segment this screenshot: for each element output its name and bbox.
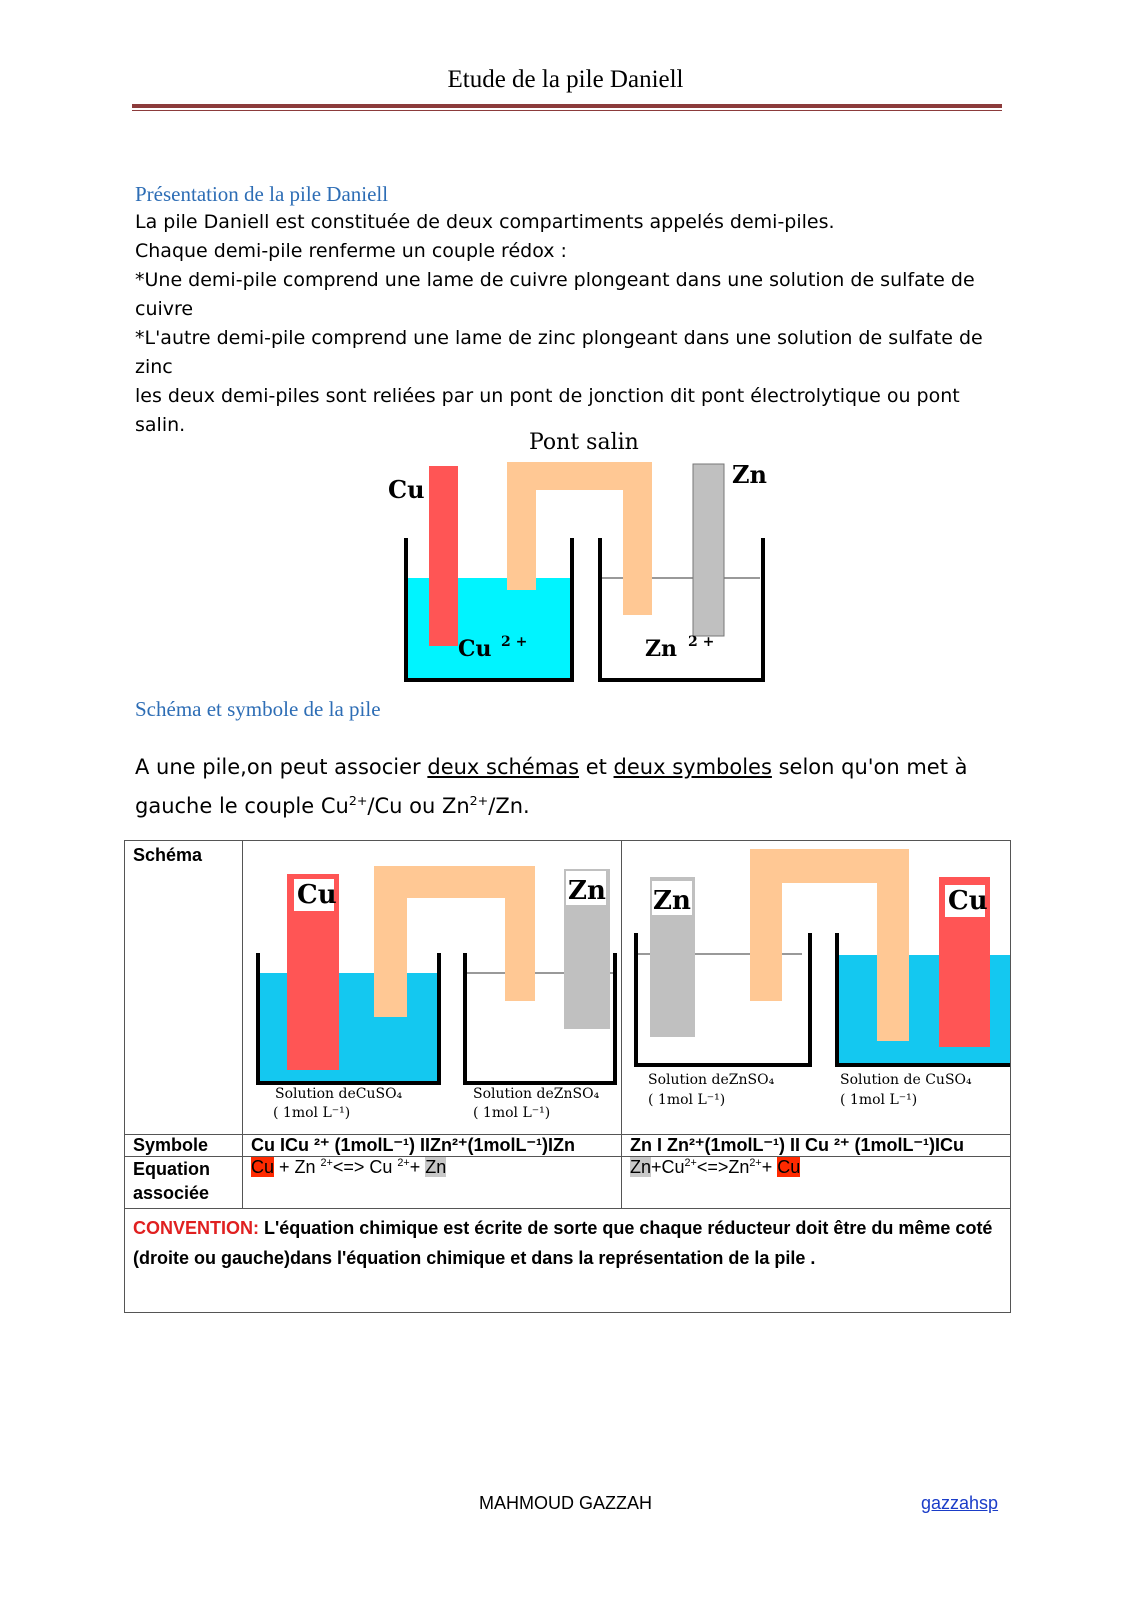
- intro-superscript: 2+: [348, 793, 368, 808]
- symbol-row: [125, 1135, 1011, 1157]
- equation-right: [622, 1157, 1011, 1209]
- equation-charge: 2+: [320, 1157, 333, 1169]
- footer-author: MAHMOUD GAZZAH: [479, 1493, 652, 1513]
- footer-link[interactable]: gazzahsp: [921, 1493, 999, 1513]
- convention-text: L'équation chimique est écrite de sorte que chaque réducteur doit être du même coté (droite ou gauche)dans l'équation chimique et dans la représentation de la pile .: [133, 1218, 993, 1268]
- paragraph-line: les deux demi-piles sont reliées par un pont de jonction dit pont électrolytique ou pont salin.: [135, 385, 960, 436]
- left-solution-label: Solution deZnSO₄: [648, 1072, 775, 1088]
- presentation-paragraph: [135, 208, 1005, 440]
- section-title-schema: Schéma et symbole de la pile: [135, 697, 381, 721]
- salt-bridge: [374, 866, 535, 1017]
- schema-intro-paragraph: [135, 751, 995, 823]
- equation-reductant-highlight: Cu: [251, 1157, 275, 1177]
- copper-solution: [259, 973, 437, 1081]
- intro-text: gauche le couple Cu: [135, 794, 349, 818]
- symbol-right: Zn I Zn²⁺(1molL⁻¹) II Cu ²⁺ (1molL⁻¹)ICu: [622, 1135, 1011, 1157]
- paragraph-line: La pile Daniell est constituée de deux compartiments appelés demi-piles.: [135, 211, 835, 233]
- copper-electrode-label: Cu: [948, 886, 988, 916]
- equation-charge: 2+: [684, 1157, 697, 1169]
- intro-text: /Zn.: [488, 794, 530, 818]
- copper-ion-label: Cu: [458, 636, 492, 662]
- schema-right-diagram: [622, 841, 1010, 1129]
- copper-ion-charge: 2 +: [501, 634, 528, 650]
- equation-reductant-highlight: Zn: [630, 1157, 652, 1177]
- row-label-equation: Equation associée: [125, 1157, 243, 1209]
- right-concentration-label: ( 1mol L⁻¹): [840, 1092, 918, 1108]
- header-rule-thin: [132, 110, 1002, 111]
- zinc-electrode-label: Zn: [653, 886, 691, 916]
- intro-superscript: 2+: [469, 793, 489, 808]
- schema-row: [125, 841, 1011, 1135]
- left-solution-label: Solution deCuSO₄: [275, 1086, 403, 1102]
- equation-row: [125, 1157, 1011, 1209]
- zinc-ion-charge: 2 +: [688, 634, 715, 650]
- intro-text: /Cu ou Zn: [367, 794, 470, 818]
- schema-right-cell: [622, 841, 1011, 1135]
- equation-left: [243, 1157, 622, 1209]
- equation-text: +: [761, 1157, 778, 1177]
- row-label-schema: Schéma: [125, 841, 243, 1135]
- equation-reductant-highlight: Cu: [777, 1157, 801, 1177]
- section-title-presentation: Présentation de la pile Daniell: [135, 182, 389, 206]
- equation-text: + Zn: [274, 1157, 321, 1177]
- schema-left-cell: [243, 841, 622, 1135]
- equation-text: +Cu: [651, 1157, 685, 1177]
- equation-reductant-highlight: Zn: [425, 1157, 447, 1177]
- equation-charge: 2+: [749, 1157, 762, 1169]
- equation-text: <=> Cu: [332, 1157, 398, 1177]
- left-concentration-label: ( 1mol L⁻¹): [273, 1105, 351, 1121]
- convention-row: [125, 1209, 1011, 1313]
- symbol-left: Cu ICu ²⁺ (1molL⁻¹) IIZn²⁺(1molL⁻¹)IZn: [243, 1135, 622, 1157]
- left-concentration-label: ( 1mol L⁻¹): [648, 1092, 726, 1108]
- paragraph-line: *Une demi-pile comprend une lame de cuivre plongeant dans une solution de sulfate de cuivre: [135, 269, 975, 320]
- zinc-electrode-label: Zn: [732, 460, 767, 489]
- row-label-symbole: Symbole: [125, 1135, 243, 1157]
- right-solution-label: Solution deZnSO₄: [473, 1086, 600, 1102]
- intro-underlined: deux symboles: [613, 755, 772, 779]
- header-rule: [132, 104, 1002, 108]
- copper-electrode: [429, 466, 458, 646]
- right-solution-label: Solution de CuSO₄: [840, 1072, 972, 1088]
- equation-text: +: [409, 1157, 426, 1177]
- intro-text: et: [579, 755, 614, 779]
- bridge-label: Pont salin: [529, 430, 639, 455]
- zinc-electrode-label: Zn: [568, 876, 606, 906]
- intro-underlined: deux schémas: [427, 755, 580, 779]
- daniell-cell-diagram: [380, 430, 780, 690]
- paragraph-line: Chaque demi-pile renferme un couple rédox :: [135, 240, 567, 262]
- equation-charge: 2+: [397, 1157, 410, 1169]
- copper-electrode-label: Cu: [388, 475, 425, 504]
- intro-text: selon qu'on met à: [771, 755, 968, 779]
- schema-left-diagram: [243, 841, 621, 1129]
- equation-text: <=>Zn: [696, 1157, 750, 1177]
- right-concentration-label: ( 1mol L⁻¹): [473, 1105, 551, 1121]
- page-header-title: Etude de la pile Daniell: [447, 66, 684, 93]
- copper-electrode-label: Cu: [297, 880, 337, 910]
- paragraph-line: *L'autre demi-pile comprend une lame de zinc plongeant dans une solution de sulfate de zinc: [135, 327, 983, 378]
- zinc-electrode: [693, 464, 724, 636]
- salt-bridge: [750, 849, 909, 1041]
- convention-cell: [125, 1209, 1011, 1313]
- intro-text: A une pile,on peut associer: [135, 755, 428, 779]
- convention-label: CONVENTION:: [133, 1218, 259, 1238]
- zinc-ion-label: Zn: [645, 636, 678, 662]
- schema-table: [124, 840, 1011, 1313]
